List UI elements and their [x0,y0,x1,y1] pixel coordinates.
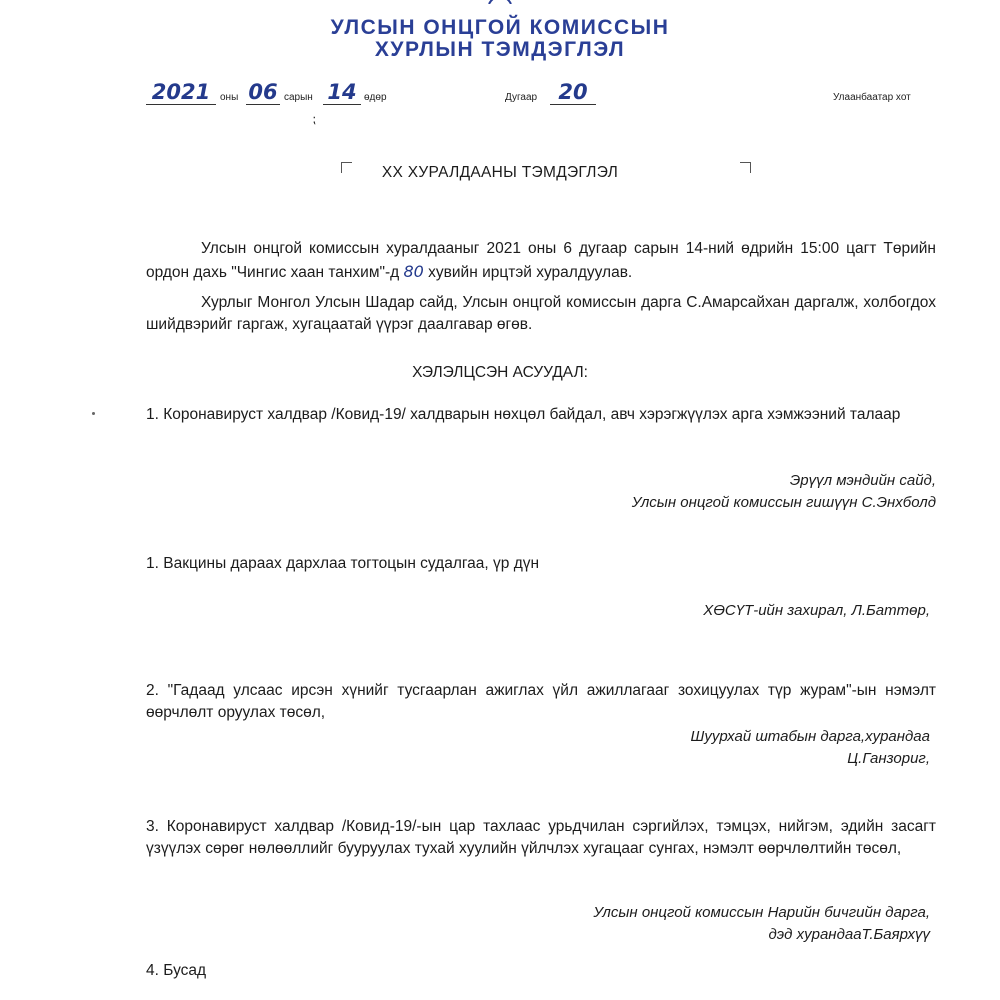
agenda-item-3: 2. "Гадаад улсаас ирсэн хүнийг тусгаарлан ажиглах үйл ажиллагааг зохицуулах түр журам"-ын нэмэлт өөрчлөлт оруулах төсөл, [146,682,936,721]
speaker-4-line-2: дэд хурандааТ.Баярхүү [768,926,930,943]
attendance-handwritten: 80 [403,262,424,281]
emblem-fragment [487,0,513,4]
month-value: 06 [248,80,278,104]
month-field [246,80,280,105]
day-label: өдөр [364,92,387,103]
intro-paragraph-1 [146,238,936,284]
intro-p1-text-end: хувийн ирцтэй хуралдуулав. [423,264,633,281]
agenda-item-5: 4. Бусад [146,962,207,979]
city-label: Улаанбаатар хот [833,92,911,103]
number-value: 20 [558,80,588,104]
speaker-1-line-2: Улсын онцгой комиссын гишүүн С.Энхболд [631,494,936,511]
intro-p1-text: Улсын онцгой комиссын хуралдааныг 2021 оны 6 дугаар сарын 14-ний өдрийн 15:00 цагт Төрийн ордон дахь "Чингис хаан танхим"-д [146,240,936,281]
year-field [146,80,216,105]
speaker-1-line-1: Эрүүл мэндийн сайд, [789,472,936,489]
month-label: сарын [284,92,313,103]
stray-dot [92,412,95,415]
year-label: оны [220,92,239,103]
number-label: Дугаар [505,92,538,103]
agenda-item-2: 1. Вакцины дараах дархлаа тогтоцын судалгаа, үр дүн [146,555,540,572]
speaker-3-line-2: Ц.Ганзориг, [847,750,930,767]
speaker-2-line-1: ХӨСҮТ-ийн захирал, Л.Баттөр, [703,602,930,619]
day-value: 14 [327,80,357,104]
header-line-1: УЛСЫН ОНЦГОЙ КОМИССЫН [330,16,670,39]
agenda-item-4: 3. Коронавируст халдвар /Ковид-19/-ын цар тахлаас урьдчилан сэргийлэх, тэмцэх, нийгэм, эдийн засагт үзүүлэх сөрөг нөлөөллийг бууруулах тухай хуулийн үйлчлэх хугацааг сунгах, нэмэлт өөрчлөлтийн төсөл, [146,818,936,857]
document-title: XX ХУРАЛДААНЫ ТЭМДЭГЛЭЛ [381,164,619,181]
intro-paragraph-2: Хурлыг Монгол Улсын Шадар сайд, Улсын онцгой комиссын дарга С.Амарсайхан даргалж, холбогдох шийдвэрийг гаргаж, хугацаатай үүрэг даалгавар өгөв. [146,294,936,333]
agenda-heading: ХЭЛЭЛЦСЭН АСУУДАЛ: [412,364,588,381]
number-field [550,80,596,105]
speaker-4-line-1: Улсын онцгой комиссын Нарийн бичгийн дарга, [593,904,930,921]
day-field [323,80,361,105]
agenda-item-1: 1. Коронавируст халдвар /Ковид-19/ халдварын нөхцөл байдал, авч хэрэгжүүлэх арга хэмжээний талаар [146,406,901,423]
header-line-2: ХУРЛЫН ТЭМДЭГЛЭЛ [374,38,626,61]
stray-mark: ⁏ [312,112,317,126]
year-value: 2021 [151,80,211,104]
speaker-3-line-1: Шуурхай штабын дарга,хурандаа [690,728,930,745]
